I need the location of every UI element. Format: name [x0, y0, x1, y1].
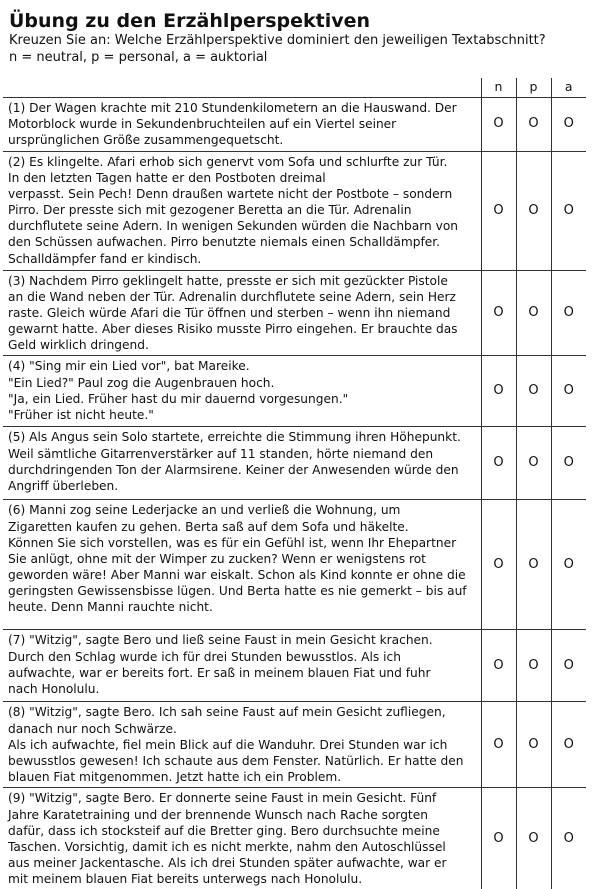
passage-line: mit meinem blauen Fiat bereits unterwegs nach Honolulu. — [8, 871, 477, 887]
option-cell-p[interactable] — [516, 356, 551, 427]
passage-line: bewusstlos gewesen! Ich schaute aus dem Fenster. Natürlich. Er hatte den — [8, 753, 477, 769]
passage-line: geworden wäre! Aber Manni war eiskalt. Schon als Kind konnte er ohne die — [8, 567, 477, 583]
passage-text — [3, 788, 481, 889]
passage-line: Taschen. Vorsichtig, damit ich es nicht merkte, nahm den Autoschlüssel — [8, 839, 477, 855]
checkbox-circle-p[interactable]: O — [528, 831, 538, 847]
checkbox-circle-n[interactable]: O — [493, 831, 503, 847]
passage-line: (7) "Witzig", sagte Bero und ließ seine Faust in mein Gesicht krachen. — [8, 632, 477, 648]
passage-line: (9) "Witzig", sagte Bero. Er donnerte seine Faust in mein Gesicht. Fünf — [8, 790, 477, 806]
passage-text — [3, 702, 481, 788]
passage-line: Jahre Karatetraining und der brennende Wunsch nach Rache sorgten — [8, 807, 477, 823]
passage-line: gewarnt hatte. Aber dieses Risiko musste Pirro eingehen. Er brauchte das — [8, 321, 477, 337]
table-row — [3, 630, 586, 702]
option-cell-a[interactable] — [551, 702, 586, 788]
checkbox-circle-a[interactable]: O — [564, 383, 574, 399]
checkbox-circle-a[interactable]: O — [564, 557, 574, 573]
checkbox-circle-n[interactable]: O — [493, 305, 503, 321]
option-cell-p[interactable] — [516, 500, 551, 630]
option-cell-a[interactable] — [551, 152, 586, 271]
passage-line: Schalldämpfer fand er kindisch. — [8, 251, 477, 267]
option-cell-p[interactable] — [516, 630, 551, 702]
passage-line: Sie anlügt, ohne mit der Wimper zu zucken? Wenn er wenigstens rot — [8, 551, 477, 567]
passage-line: durchdringenden Ton der Alarmsirene. Keiner der Anwesenden würde den — [8, 462, 477, 478]
checkbox-circle-p[interactable]: O — [528, 557, 538, 573]
passage-line: In den letzten Tagen hatte er den Postboten dreimal — [8, 170, 477, 186]
passage-line: (3) Nachdem Pirro geklingelt hatte, presste er sich mit gezückter Pistole — [8, 273, 477, 289]
option-cell-a[interactable] — [551, 500, 586, 630]
passage-text — [3, 356, 481, 427]
passage-text — [3, 427, 481, 500]
checkbox-circle-p[interactable]: O — [528, 383, 538, 399]
checkbox-circle-p[interactable]: O — [528, 305, 538, 321]
passage-line: durchflutete seine Adern. In wenigen Sekunden würden die Nachbarn von — [8, 218, 477, 234]
option-cell-n[interactable] — [481, 702, 516, 788]
checkbox-circle-p[interactable]: O — [528, 658, 538, 674]
checkbox-circle-n[interactable]: O — [493, 737, 503, 753]
passage-line: dafür, dass ich stocksteif auf die Bretter ging. Bero durchsuchte meine — [8, 823, 477, 839]
table-row — [3, 702, 586, 788]
passage-line: ursprünglichen Größe zusammengequetscht. — [8, 132, 477, 148]
passage-line: Zigaretten kaufen zu gehen. Berta saß auf dem Sofa und häkelte. — [8, 519, 477, 535]
passage-line: "Früher ist nicht heute." — [8, 407, 477, 423]
option-cell-n[interactable] — [481, 788, 516, 889]
passage-line: danach nur noch Schwärze. — [8, 721, 477, 737]
table-row — [3, 500, 586, 630]
checkbox-circle-a[interactable]: O — [564, 737, 574, 753]
option-cell-p[interactable] — [516, 702, 551, 788]
checkbox-circle-n[interactable]: O — [493, 116, 503, 132]
option-cell-n[interactable] — [481, 356, 516, 427]
passage-line: heute. Denn Manni rauchte nicht. — [8, 599, 477, 615]
table-row — [3, 152, 586, 271]
passage-text — [3, 271, 481, 356]
table-row — [3, 427, 586, 500]
passage-line: (4) "Sing mir ein Lied vor", bat Mareike. — [8, 358, 477, 374]
table-row — [3, 271, 586, 356]
table-row — [3, 788, 586, 889]
checkbox-circle-n[interactable]: O — [493, 455, 503, 471]
checkbox-circle-p[interactable]: O — [528, 116, 538, 132]
passage-line: aus meiner Jackentasche. Als ich drei Stunden später aufwachte, war er — [8, 855, 477, 871]
option-cell-n[interactable] — [481, 152, 516, 271]
passage-line: (8) "Witzig", sagte Bero. Ich sah seine Faust auf mein Gesicht zufliegen, — [8, 704, 477, 720]
passage-line: Weil sämtliche Gitarrenverstärker auf 11 standen, hörte niemand den — [8, 446, 477, 462]
checkbox-circle-a[interactable]: O — [564, 831, 574, 847]
passage-line: aufwachte, war er bereits fort. Er saß in meinem blauen Fiat und fuhr — [8, 665, 477, 681]
checkbox-circle-p[interactable]: O — [528, 737, 538, 753]
checkbox-circle-p[interactable]: O — [528, 203, 538, 219]
option-cell-n[interactable] — [481, 500, 516, 630]
checkbox-circle-a[interactable]: O — [564, 116, 574, 132]
worksheet-header — [9, 10, 599, 66]
option-cell-a[interactable] — [551, 788, 586, 889]
worksheet-title: Übung zu den Erzählperspektiven — [9, 10, 599, 32]
option-cell-p[interactable] — [516, 271, 551, 356]
passage-text — [3, 500, 481, 630]
passage-line: Pirro. Der presste sich mit gezogener Beretta an die Tür. Adrenalin — [8, 202, 477, 218]
passage-text — [3, 98, 481, 152]
checkbox-circle-a[interactable]: O — [564, 305, 574, 321]
column-header-a: a — [551, 78, 586, 98]
column-header-row — [3, 78, 586, 98]
table-row — [3, 98, 586, 152]
legend-text: n = neutral, p = personal, a = auktorial — [9, 49, 599, 66]
passage-line: Angriff überleben. — [8, 478, 477, 494]
option-cell-a[interactable] — [551, 630, 586, 702]
option-cell-a[interactable] — [551, 271, 586, 356]
passage-line: den Schüssen aufwachen. Pirro benutzte niemals einen Schalldämpfer. — [8, 234, 477, 250]
checkbox-circle-n[interactable]: O — [493, 658, 503, 674]
passage-line: (6) Manni zog seine Lederjacke an und verließ die Wohnung, um — [8, 502, 477, 518]
checkbox-circle-a[interactable]: O — [564, 455, 574, 471]
passage-line: Durch den Schlag wurde ich für drei Stunden bewusstlos. Als ich — [8, 649, 477, 665]
passage-text — [3, 152, 481, 271]
passage-line: (2) Es klingelte. Afari erhob sich genervt vom Sofa und schlurfte zur Tür. — [8, 154, 477, 170]
passage-line: Geld wirklich dringend. — [8, 337, 477, 353]
option-cell-p[interactable] — [516, 152, 551, 271]
checkbox-circle-n[interactable]: O — [493, 383, 503, 399]
checkbox-circle-a[interactable]: O — [564, 203, 574, 219]
passage-line: blauen Fiat mitgenommen. Jetzt hatte ich ein Problem. — [8, 769, 477, 785]
passage-line: (5) Als Angus sein Solo startete, erreichte die Stimmung ihren Höhepunkt. — [8, 429, 477, 445]
checkbox-circle-p[interactable]: O — [528, 455, 538, 471]
passage-line: raste. Gleich würde Afari die Tür öffnen und sterben – wenn ihn niemand — [8, 305, 477, 321]
passage-line: verpasst. Sein Pech! Denn draußen wartete nicht der Postbote – sondern — [8, 186, 477, 202]
checkbox-circle-n[interactable]: O — [493, 557, 503, 573]
passage-line: "Ja, ein Lied. Früher hast du mir dauernd vorgesungen." — [8, 391, 477, 407]
column-header-n: n — [481, 78, 516, 98]
option-cell-a[interactable] — [551, 356, 586, 427]
option-cell-n[interactable] — [481, 427, 516, 500]
option-cell-a[interactable] — [551, 427, 586, 500]
option-cell-n[interactable] — [481, 630, 516, 702]
passage-line: geringsten Gewissensbisse lügen. Und Berta hatte es nie gemerkt – bis auf — [8, 583, 477, 599]
option-cell-p[interactable] — [516, 788, 551, 889]
column-header-p: p — [516, 78, 551, 98]
table-row — [3, 356, 586, 427]
checkbox-circle-a[interactable]: O — [564, 658, 574, 674]
option-cell-p[interactable] — [516, 98, 551, 152]
exercise-rows — [3, 98, 586, 889]
checkbox-circle-n[interactable]: O — [493, 203, 503, 219]
header-blank-cell — [3, 78, 481, 98]
option-cell-n[interactable] — [481, 98, 516, 152]
passage-text — [3, 630, 481, 702]
passage-line: nach Honolulu. — [8, 681, 477, 697]
option-cell-n[interactable] — [481, 271, 516, 356]
passage-line: "Ein Lied?" Paul zog die Augenbrauen hoch. — [8, 375, 477, 391]
passage-line: Können Sie sich vorstellen, was es für ein Gefühl ist, wenn Ihr Ehepartner — [8, 535, 477, 551]
option-cell-a[interactable] — [551, 98, 586, 152]
instruction-text: Kreuzen Sie an: Welche Erzählperspektive dominiert den jeweiligen Textabschnitt? — [9, 32, 599, 49]
exercise-table — [3, 78, 586, 889]
passage-line: an die Wand neben der Tür. Adrenalin durchflutete seine Adern, sein Herz — [8, 289, 477, 305]
passage-line: (1) Der Wagen krachte mit 210 Stundenkilometern an die Hauswand. Der — [8, 100, 477, 116]
passage-line: Als ich aufwachte, fiel mein Blick auf die Wanduhr. Drei Stunden war ich — [8, 737, 477, 753]
option-cell-p[interactable] — [516, 427, 551, 500]
passage-line: Motorblock wurde in Sekundenbruchteilen auf ein Viertel seiner — [8, 116, 477, 132]
